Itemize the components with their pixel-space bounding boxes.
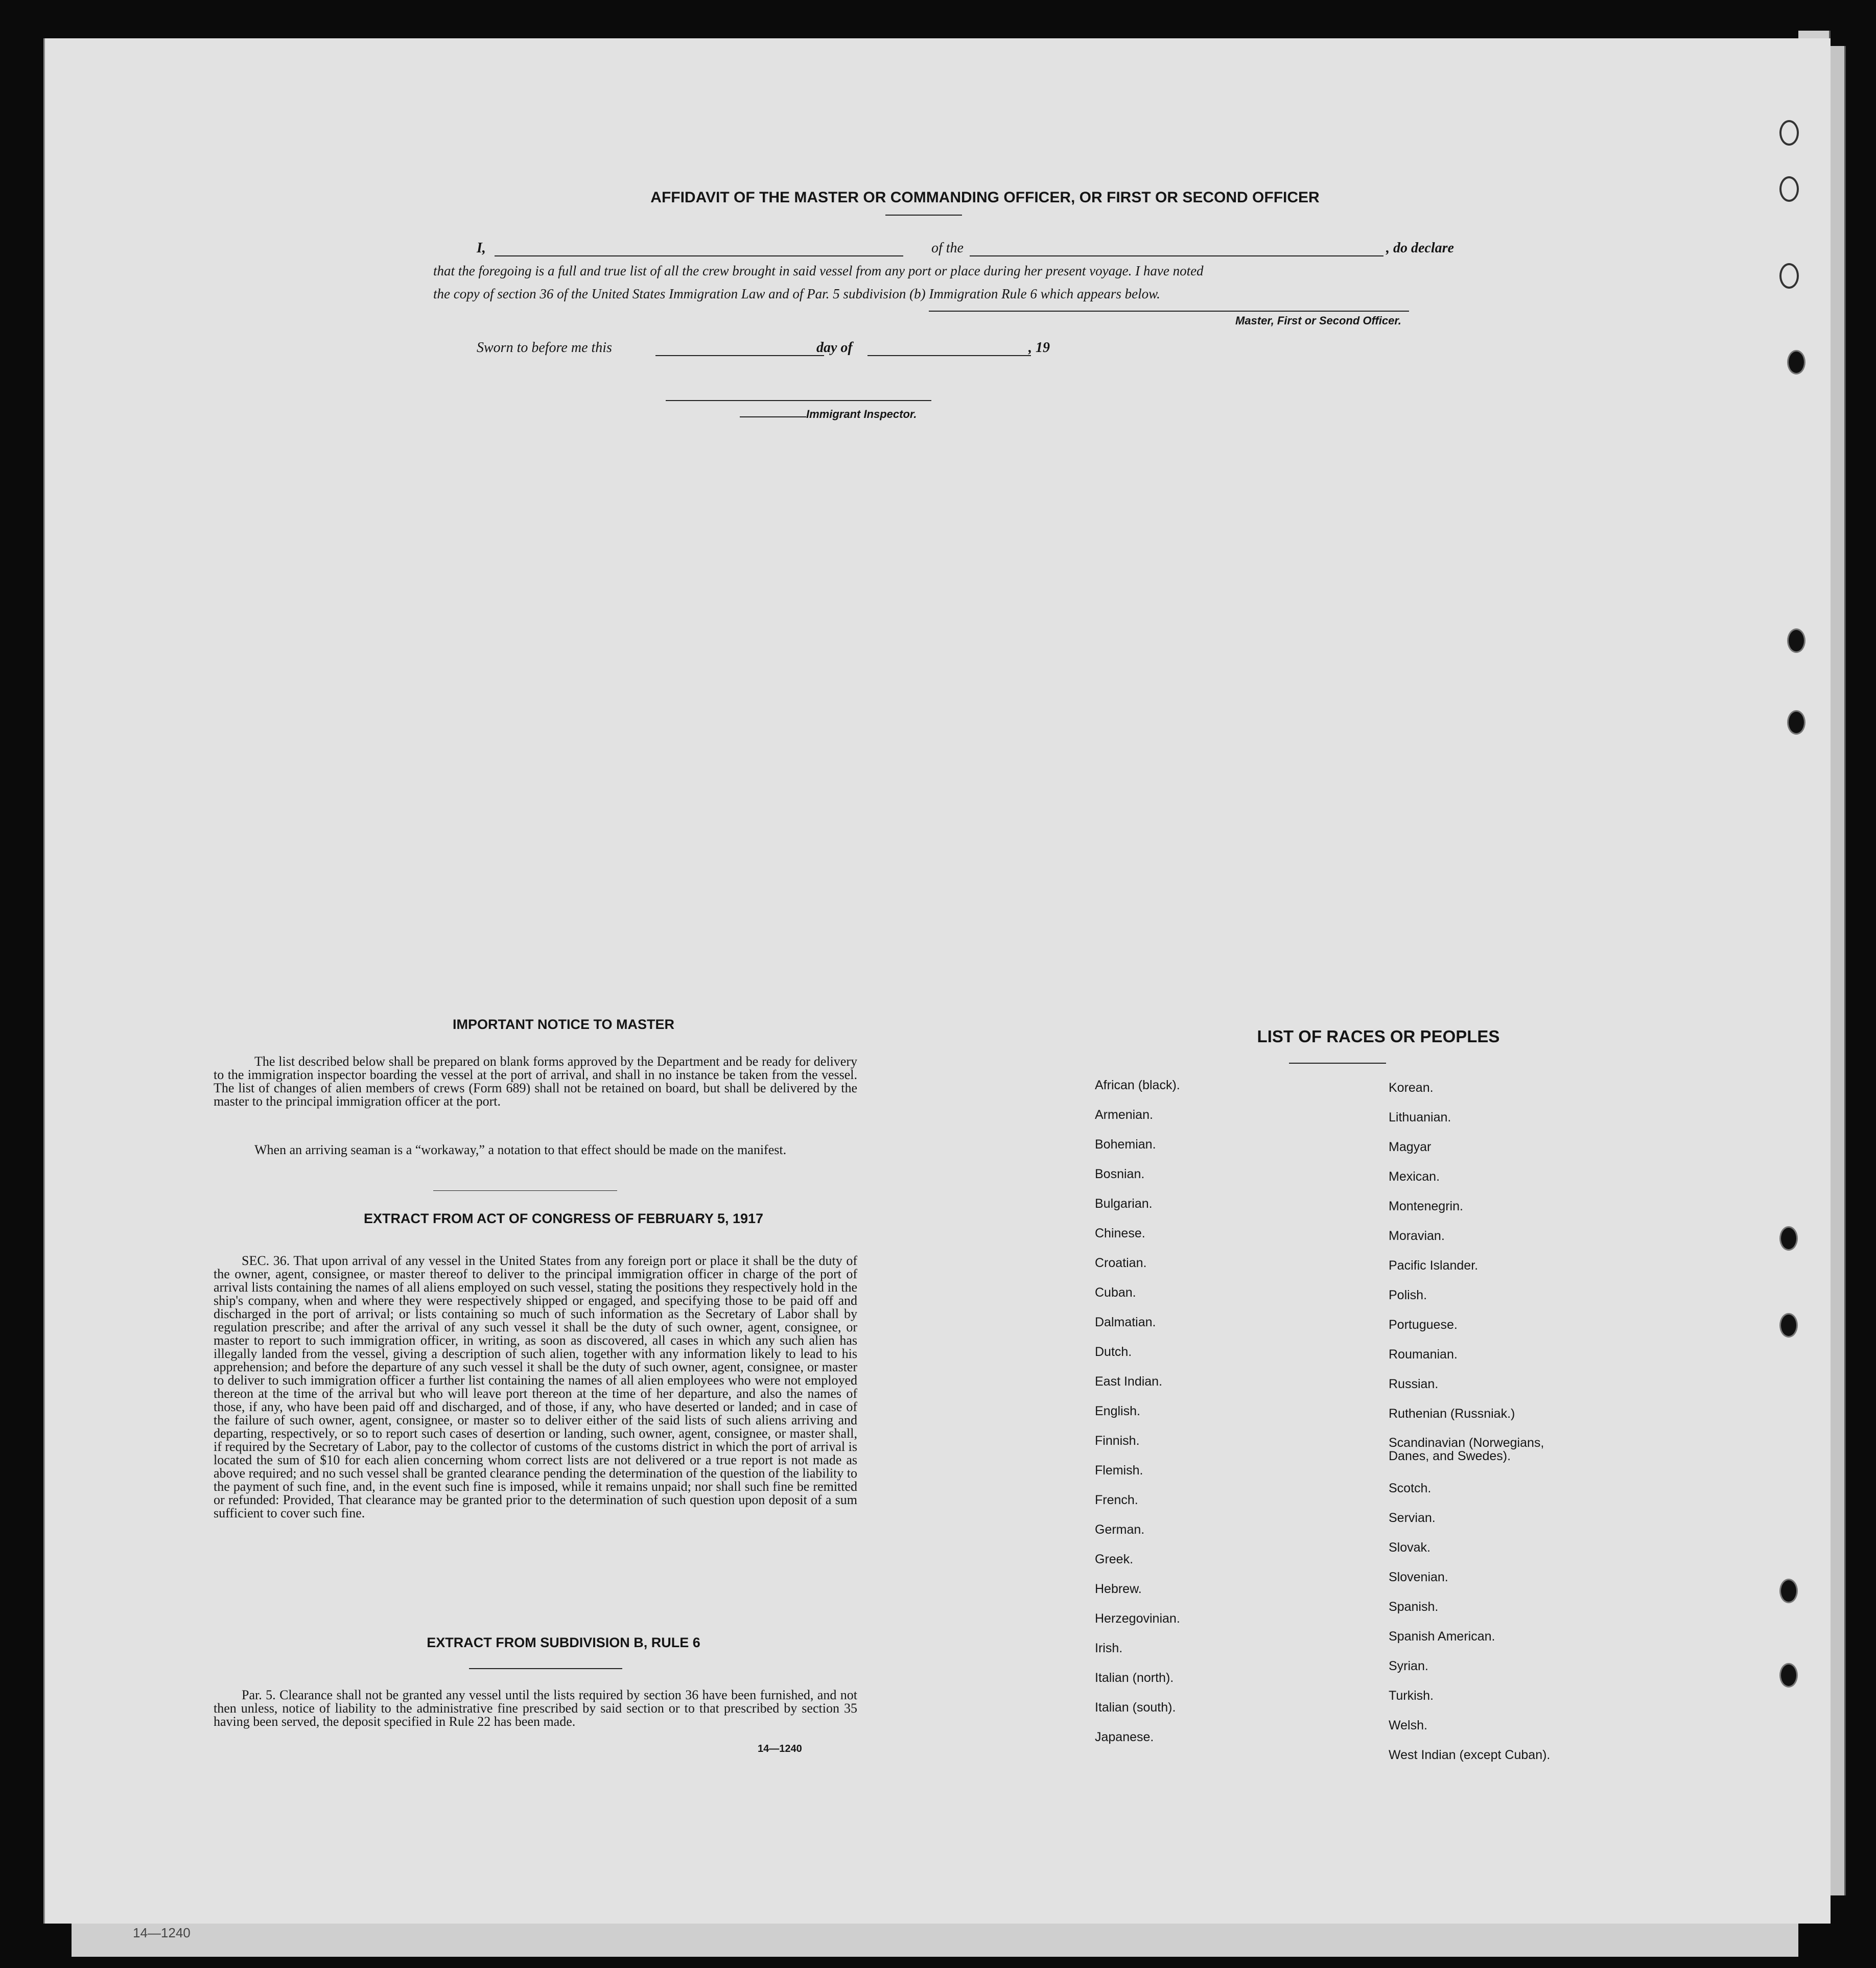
affidavit-line-2: that the foregoing is a full and true list of all the crew brought in said vessel from any port or place during her present voyage. I have noted [433,263,1204,278]
year-text: , 19 [1028,340,1050,356]
race-item: German. [1095,1522,1145,1537]
affidavit-declare: , do declare [1386,240,1454,256]
binder-hole [1779,1579,1798,1603]
binder-hole [1779,1313,1798,1338]
race-item: Portuguese. [1389,1318,1458,1332]
race-item: Flemish. [1095,1463,1143,1478]
races-divider [1289,1063,1386,1064]
form-number: 14—1240 [758,1743,802,1754]
sworn-text: Sworn to before me this [477,340,612,356]
race-item: Herzegovinian. [1095,1611,1180,1626]
binder-hole [1779,1226,1798,1251]
race-item: Bosnian. [1095,1167,1145,1181]
rule-divider [469,1668,622,1669]
race-item: Irish. [1095,1641,1123,1655]
underlying-sheet-strip [72,1921,1798,1957]
race-item: Dalmatian. [1095,1315,1156,1329]
inspector-lead-line [740,416,806,417]
act-section-36: SEC. 36. That upon arrival of any vessel in the United States from any foreign port or place it shall be the duty of the owner, agent, consignee, or master thereof to deliver to the principal immigration officer in charge of the port of arrival lists containing the names of all aliens employed on such vessel, stating the positions they respectively hold in the ship's company, when and where they were respectively shipped or engaged, and specifying those to be paid off and discharged in the port of arrival; or lists containing so much of such information as the Secretary of Labor shall by regulation prescribe; and after the arrival of any such vessel it shall be the duty of such owner, agent, consignee, or master to report to such immigration officer, in writing, as soon as discovered, all cases in which any such alien has illegally landed from the vessel, giving a description of such alien, together with any information likely to lead to his apprehension; and before the departure of any such vessel it shall be the duty of such owner, agent, consignee, or master to deliver to such immigration officer a further list containing the names of all alien employees who were not employed thereon at the time of the arrival but who will leave port thereon at the time of her departure, and also the names of those, if any, who have been paid off and discharged, and of those, if any, who have deserted or landed; and in case of the failure of such owner, agent, consignee, or master so to deliver either of the said lists of such aliens arriving and departing, respectively, or so to report such cases of desertion or landing, such owner, agent, consignee, or master shall, if required by the Secretary of Labor, pay to the collector of customs of the customs district in which the port of arrival is located the sum of $10 for each alien concerning whom correct lists are not delivered or a true report is not made as above required; and no such vessel shall be granted clearance pending the determination of the question of the liability to the payment of such fine, and, in the event such fine is imposed, while it remains unpaid; nor shall such fine be remitted or refunded: Provided, That clearance may be granted prior to the determination of such question upon deposit of a sum sufficient to cover such fine. [214,1253,857,1520]
notice-paragraph-2: When an arriving seaman is a “workaway,” a notation to that effect should be made on the manifest. [254,1142,787,1157]
race-item: Japanese. [1095,1730,1154,1744]
race-item: Korean. [1389,1081,1434,1095]
race-item: Servian. [1389,1511,1436,1525]
sworn-day-blank[interactable] [655,355,824,356]
vessel-blank[interactable] [970,255,1383,256]
race-item: Croatian. [1095,1256,1147,1270]
notice-paragraph-1: The list described below shall be prepared on blank forms approved by the Department and be ready for delivery to the immigration inspector boarding the vessel at the port of arrival, and shall in no instance be taken from the vessel. The list of changes of alien members of crews (Form 689) shall not be retained on board, but shall be delivered by the master to the principal immigration officer at the port. [214,1054,857,1109]
race-item: Spanish American. [1389,1629,1495,1644]
race-item: Italian (north). [1095,1671,1174,1685]
race-item: Scotch. [1389,1481,1432,1495]
day-of-text: day of [816,340,853,356]
master-signature-label: Master, First or Second Officer. [1235,314,1401,327]
notice-divider [433,1190,617,1191]
inspector-signature-line[interactable] [666,400,931,401]
race-item: Scandinavian (Norwegians, Danes, and Swedes). [1389,1436,1544,1463]
rule-paragraph: Par. 5. Clearance shall not be granted any vessel until the lists required by section 36 have been furnished, and not then unless, notice of liability to the administrative fine prescribed by said section or to that prescribed by section 35 having been served, the deposit specified in Rule 22 has been made. [214,1688,857,1729]
race-item: Hebrew. [1095,1582,1142,1596]
race-item: English. [1095,1404,1140,1418]
bleed-through-header [403,105,1475,135]
master-signature-line[interactable] [929,311,1409,312]
race-item: Greek. [1095,1552,1134,1566]
binder-hole [1787,628,1805,653]
notice-heading: IMPORTANT NOTICE TO MASTER [453,1017,674,1032]
race-item: Ruthenian (Russniak.) [1389,1407,1515,1421]
race-item: Magyar [1389,1140,1432,1154]
affidavit-i: I, [477,240,486,256]
race-item: Spanish. [1389,1600,1439,1614]
race-item: Roumanian. [1389,1347,1458,1362]
race-item: Slovenian. [1389,1570,1448,1584]
affidavit-title: AFFIDAVIT OF THE MASTER OR COMMANDING OFFICER, OR FIRST OR SECOND OFFICER [650,189,1320,206]
race-item: Chinese. [1095,1226,1145,1240]
race-item: Armenian. [1095,1108,1153,1122]
race-item: Russian. [1389,1377,1439,1391]
affidavit-line-3: the copy of section 36 of the United States Immigration Law and of Par. 5 subdivision (b) Immigration Rule 6 which appears below. [433,286,1160,301]
race-item: Cuban. [1095,1285,1136,1300]
name-blank[interactable] [495,255,903,256]
race-item: Syrian. [1389,1659,1428,1673]
underlying-form-number: 14—1240 [133,1925,191,1940]
race-item: Lithuanian. [1389,1110,1451,1124]
binder-hole [1779,176,1799,202]
sworn-month-blank[interactable] [867,355,1031,356]
race-item: Montenegrin. [1389,1199,1463,1213]
binder-hole [1779,263,1799,289]
race-item: Bohemian. [1095,1137,1156,1152]
binder-hole [1787,710,1805,735]
race-item: Italian (south). [1095,1700,1176,1715]
race-item: Pacific Islander. [1389,1258,1479,1273]
title-underline [885,215,962,216]
races-heading: LIST OF RACES OR PEOPLES [1257,1027,1500,1046]
race-item: Welsh. [1389,1718,1427,1732]
race-item: Turkish. [1389,1689,1434,1703]
race-item: Dutch. [1095,1345,1132,1359]
race-item: African (black). [1095,1078,1180,1092]
race-item: Moravian. [1389,1229,1445,1243]
race-item: West Indian (except Cuban). [1389,1748,1551,1762]
rule-heading: EXTRACT FROM SUBDIVISION B, RULE 6 [427,1635,700,1650]
form-sheet [43,38,1831,1924]
race-item: Mexican. [1389,1169,1440,1184]
race-item: Bulgarian. [1095,1197,1153,1211]
inspector-signature-label: Immigrant Inspector. [806,408,917,420]
binder-hole [1787,350,1805,374]
binder-hole [1779,1663,1798,1688]
race-item: French. [1095,1493,1138,1507]
affidavit-of-the: of the [931,240,964,256]
binder-hole [1779,120,1799,146]
race-item: Slovak. [1389,1540,1431,1555]
race-item: Finnish. [1095,1434,1140,1448]
race-item: Polish. [1389,1288,1427,1302]
act-heading: EXTRACT FROM ACT OF CONGRESS OF FEBRUARY 5, 1917 [363,1211,764,1226]
race-item: East Indian. [1095,1374,1163,1389]
